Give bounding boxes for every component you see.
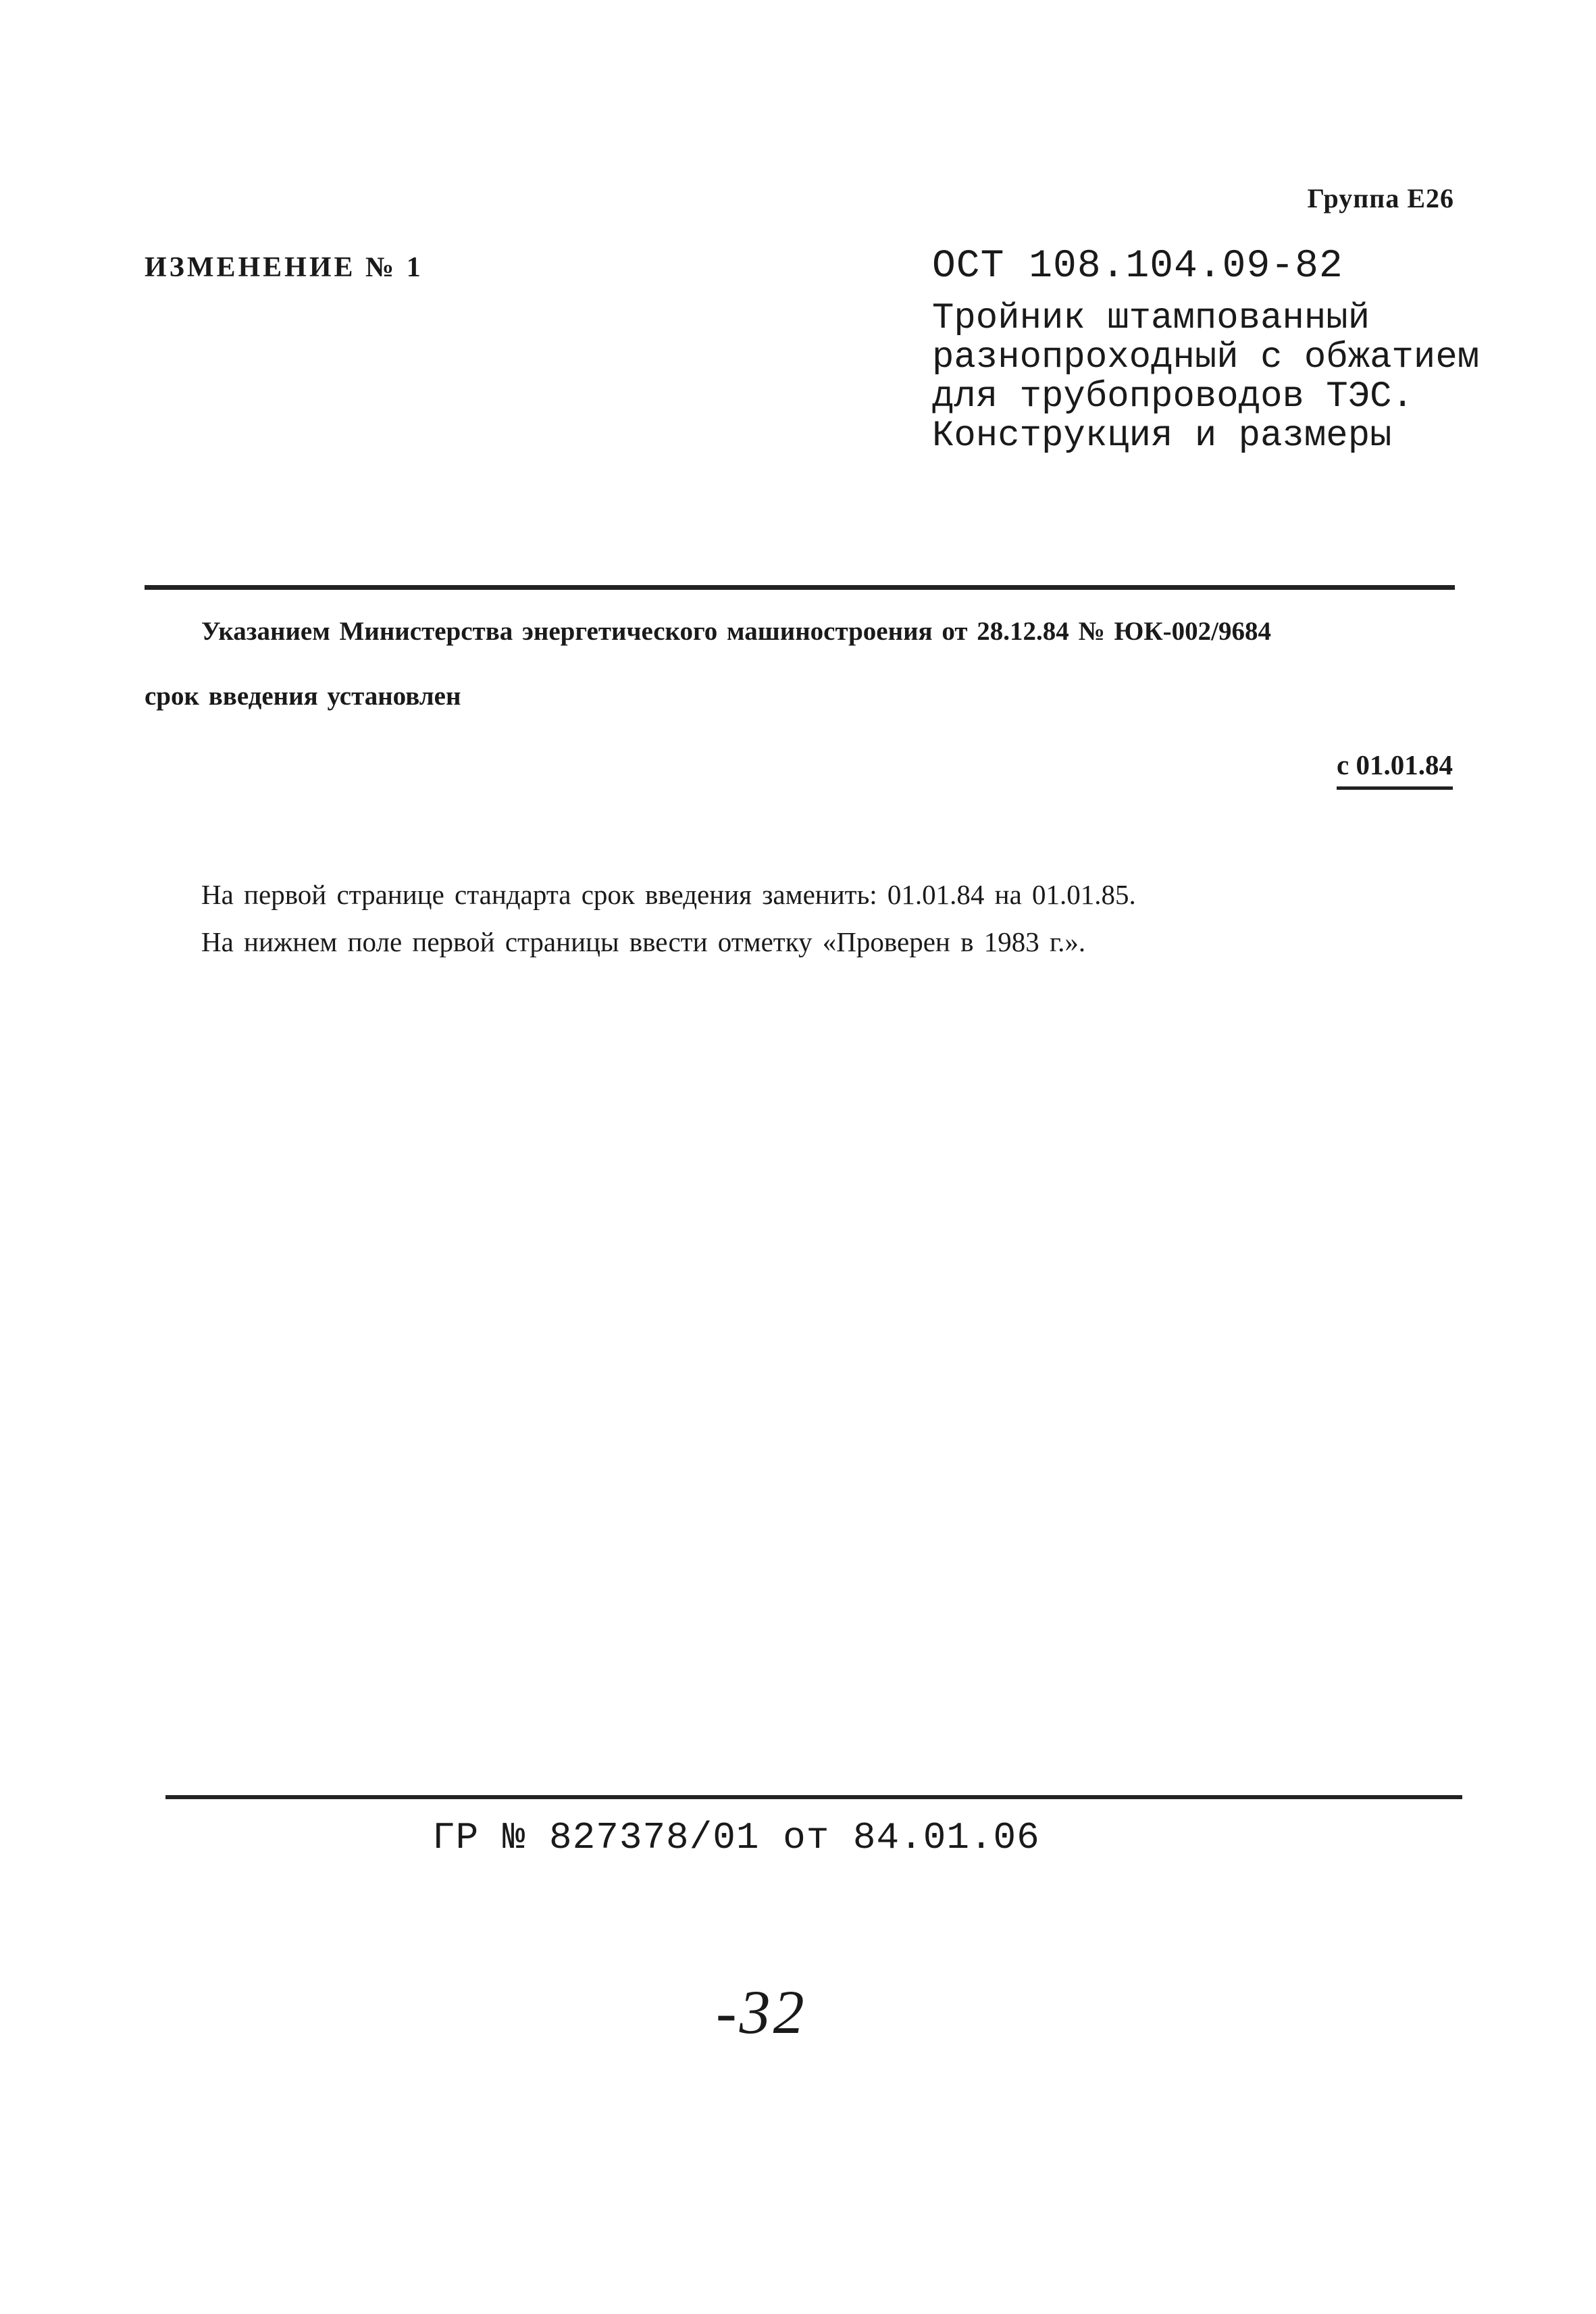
standard-name: Тройник штампованный разнопроходный с обжатием для трубопроводов ТЭС. Конструкция и размеры (932, 298, 1480, 457)
bottom-divider (165, 1795, 1462, 1799)
effective-date: с 01.01.84 (1337, 749, 1453, 790)
term-line: срок введения установлен (145, 682, 461, 711)
change-title: ИЗМЕНЕНИЕ № 1 (145, 252, 423, 283)
directive-line: Указанием Министерства энергетического машиностроения от 28.12.84 № ЮК-002/9684 (201, 617, 1272, 646)
body-paragraph: На нижнем поле первой страницы ввести отметку «Проверен в 1983 г.». (201, 926, 1086, 957)
top-divider (145, 585, 1455, 590)
body-paragraph: На первой странице стандарта срок введения заменить: 01.01.84 на 01.01.85. (201, 879, 1136, 910)
group-label: Группа Е26 (1307, 183, 1454, 213)
registration-number: ГР № 827378/01 от 84.01.06 (432, 1816, 1040, 1859)
standard-code: ОСТ 108.104.09-82 (932, 245, 1343, 288)
page-number: -32 (716, 1978, 807, 2046)
